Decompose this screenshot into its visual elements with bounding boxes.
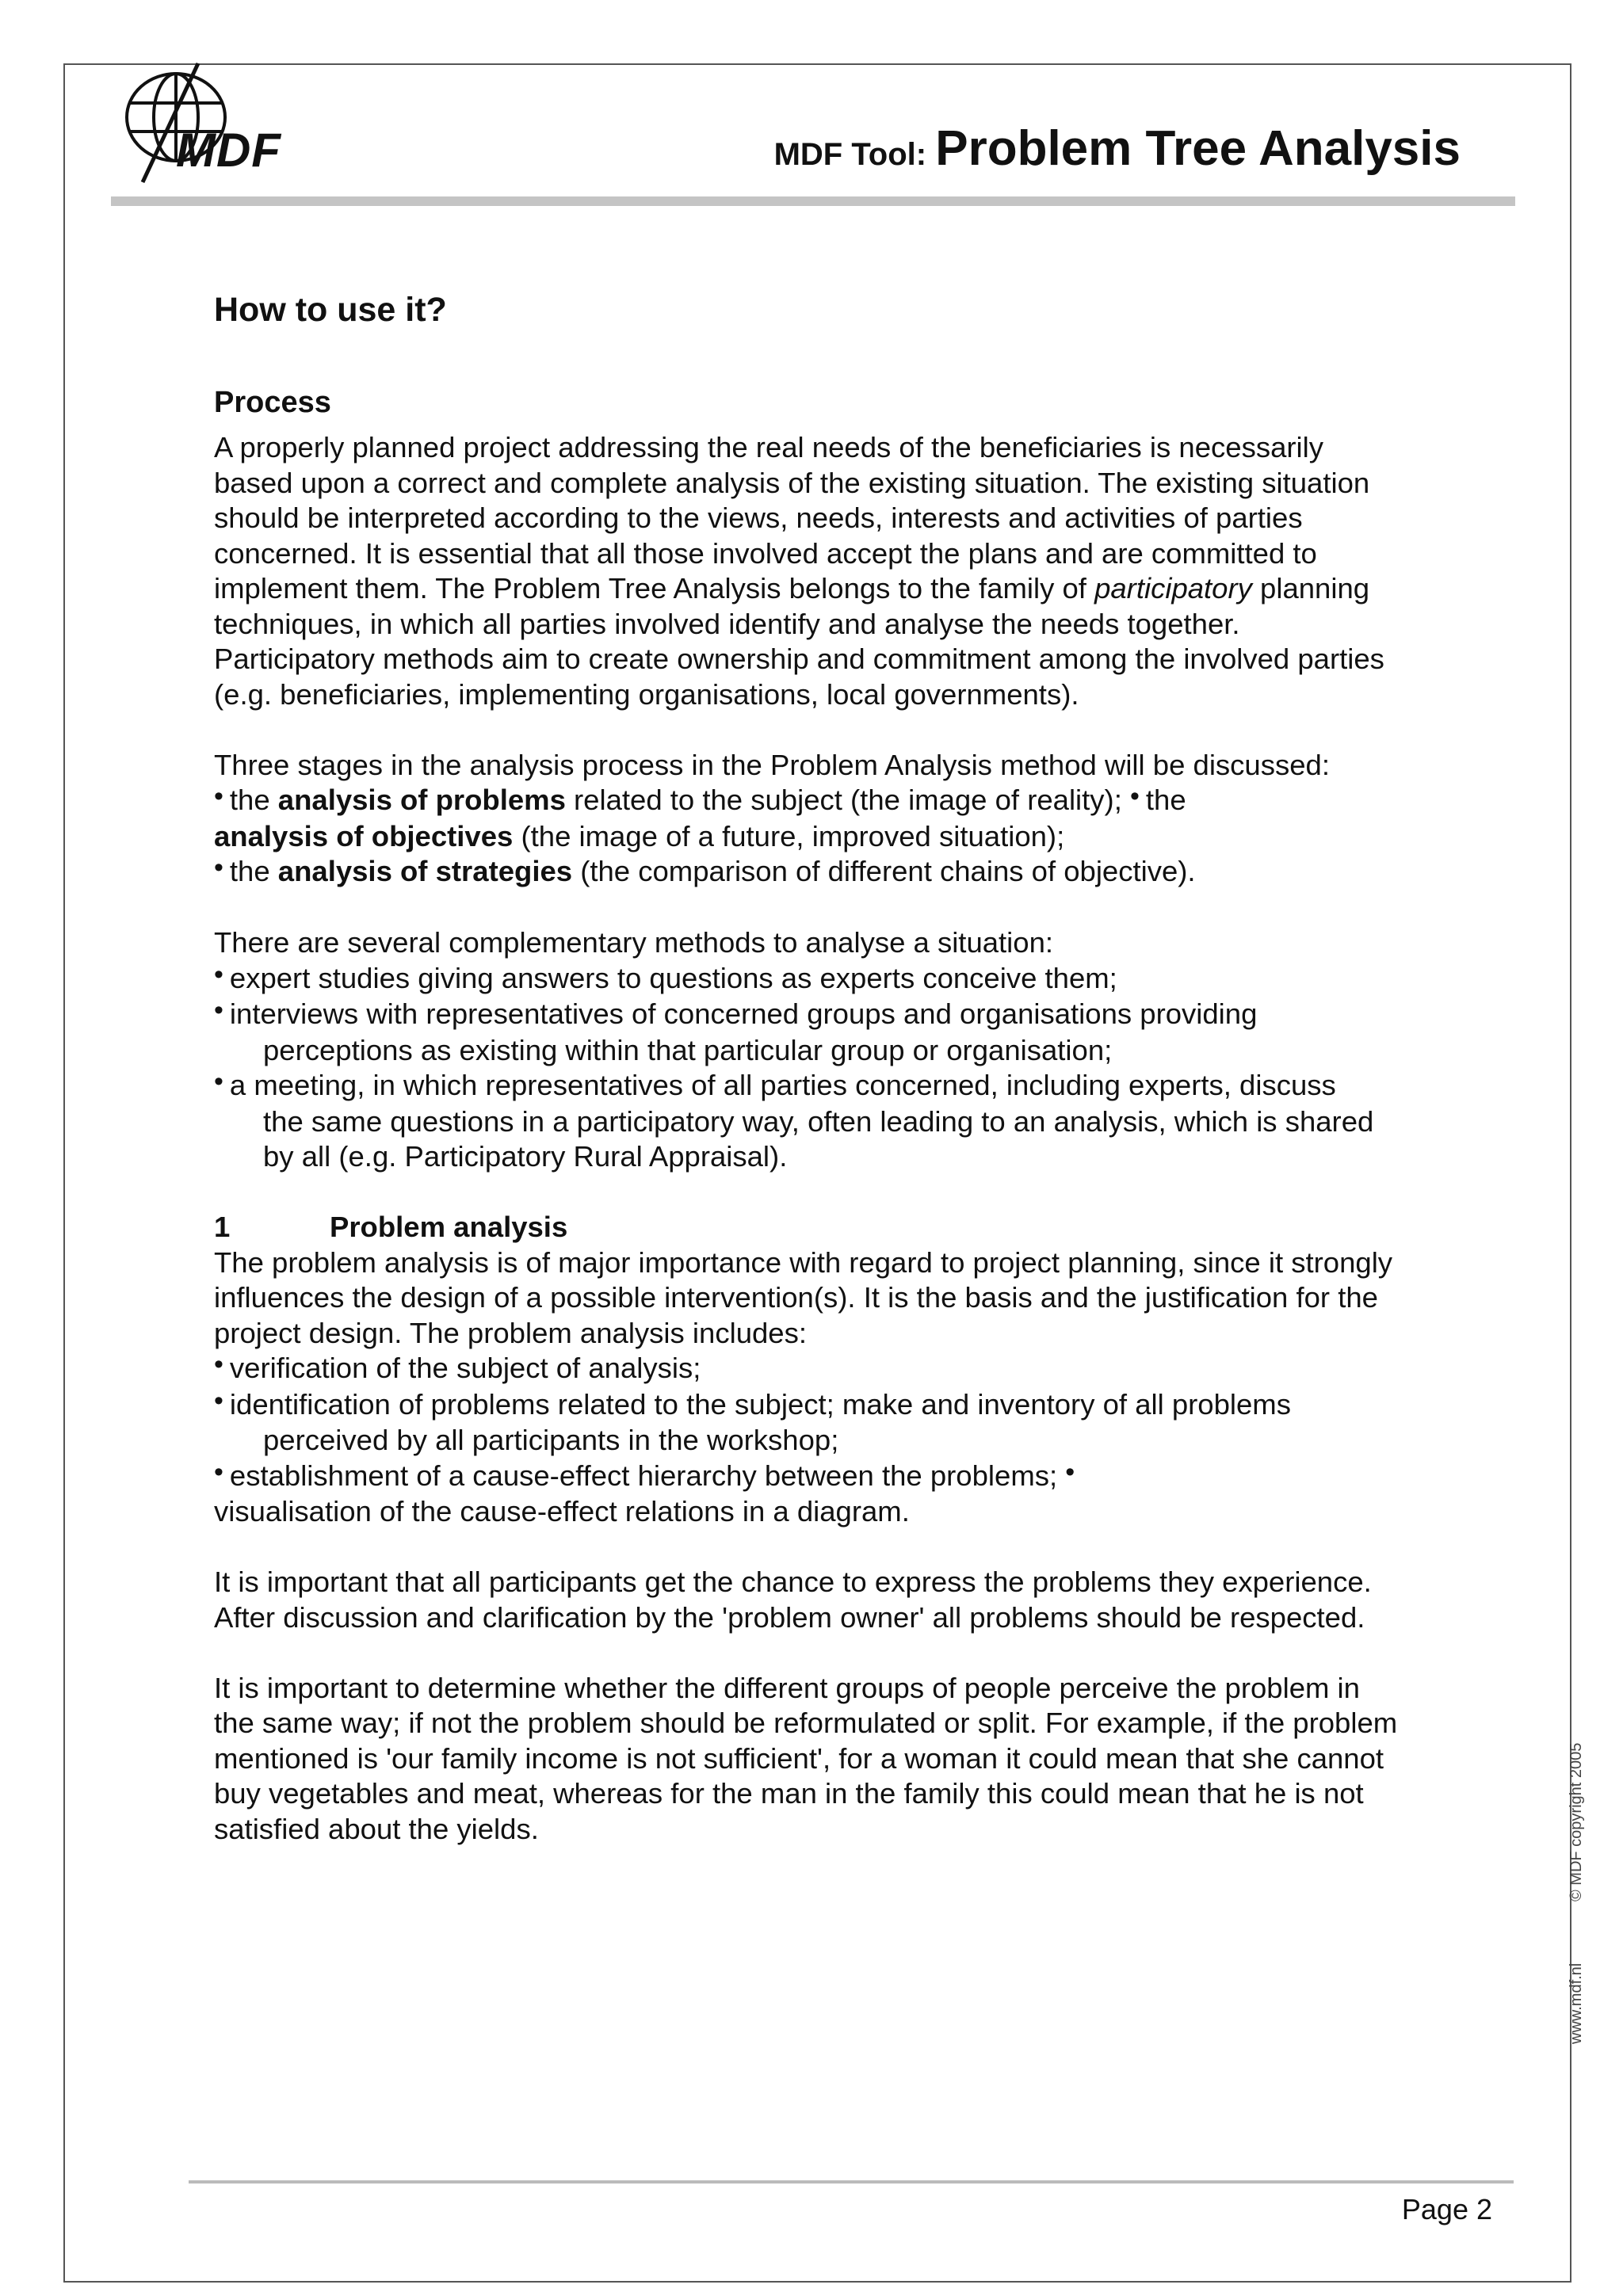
copyright-notice: © MDF copyright 2005 [1568,1742,1585,1901]
bullet-icon: • [214,995,223,1025]
footer-divider [189,2180,1514,2183]
importance-paragraph-1: It is important that all participants get the chance to express the problems they experience. After discussion and clarification by the 'problem owner' all problems should be respected. [214,1566,1372,1634]
list-item: • interviews with representatives of concerned groups and organisations providing [214,995,1258,1030]
list-item: • a meeting, in which representatives of all parties concerned, including experts, discuss [214,1066,1336,1101]
title-main: Problem Tree Analysis [935,121,1461,176]
document-title [774,120,1461,177]
bullet-icon: • [214,781,223,811]
main-content [214,289,1403,1847]
list-item: • expert studies giving answers to questions as experts conceive them; [214,959,1117,994]
bullet-icon: • [214,1349,223,1379]
bullet-icon: • [1065,1456,1075,1487]
includes-list: • verification of the subject of analysis; • identification of problems related to the subject; make and inventory of all problems perceived by all participants in the workshop; • establishment of a cause-effect hierarchy between the problems; • visualisation of the cause-effect relations in a diagram. [214,1351,1403,1530]
methods-list: • expert studies giving answers to questions as experts conceive them; • interviews with representatives of concerned groups and organisations providing perceptions as existing within that particular group or organisation; • a meeting, in which representatives of all parties concerned, including experts, discuss the same questions in a participatory way, often leading to an analysis, which is shared by all (e.g. Participatory Rural Appraisal). [214,961,1403,1175]
bullet-icon: • [214,1066,223,1097]
list-item: • establishment of a cause-effect hierarchy between the problems; • [214,1456,1075,1492]
process-subheading: Process [214,386,331,419]
header-divider [111,196,1515,206]
bullet-icon: • [214,1456,223,1487]
bullet-icon: • [214,959,223,990]
bullet-icon: • [1130,781,1140,811]
intro-paragraph: A properly planned project addressing the real needs of the beneficiaries is necessarily based upon a correct and complete analysis of the existing situation. The existing situation should be interpreted according to the views, needs, interests and activities of parties concerned. It is essential that all those involved accept the plans and are committed to implement them. The Problem Tree Analysis belongs to the family of participatory planning techniques, in which all parties involved identify and analyse the needs together. Participatory methods aim to create ownership and commitment among the involved parties (e.g. beneficiaries, implementing organisations, local governments). [214,431,1384,711]
section-heading: How to use it? [214,291,447,329]
stages-list: • the analysis of problems related to the subject (the image of reality); • the analysis of objectives (the image of a future, improved situation); • the analysis of strategies (the comparison of different chains of objective). [214,781,1196,887]
problem-analysis-heading: 1 Problem analysis [214,1211,568,1243]
list-item: • verification of the subject of analysis; [214,1349,701,1384]
participatory-emphasis: participatory [1094,572,1252,605]
logo-text: MDF [176,124,281,177]
stages-intro: Three stages in the analysis process in the Problem Analysis method will be discussed: [214,748,1330,781]
website-link[interactable]: www.mdf.nl [1568,1962,1585,2044]
bullet-icon: • [214,852,223,883]
page-number: Page 2 [1401,2193,1492,2225]
importance-paragraph-2: It is important to determine whether the different groups of people perceive the problem in the same way; if not the problem should be reformulated or split. For example, if the problem mentioned is 'our family income is not sufficient', for a woman it could mean that she cannot buy vegetables and meat, whereas for the man in the family this could mean that he is not satisfied about the yields. [214,1671,1398,1845]
bullet-icon: • [214,1385,223,1416]
problem-analysis-paragraph: The problem analysis is of major importance with regard to project planning, since it strongly influences the design of a possible intervention(s). It is the basis and the justification for the project design. The problem analysis includes: [214,1245,1393,1349]
methods-intro: There are several complementary methods to analyse a situation: [214,926,1054,959]
list-item: • identification of problems related to the subject; make and inventory of all problems [214,1385,1291,1421]
title-prefix: MDF Tool: [773,137,936,172]
